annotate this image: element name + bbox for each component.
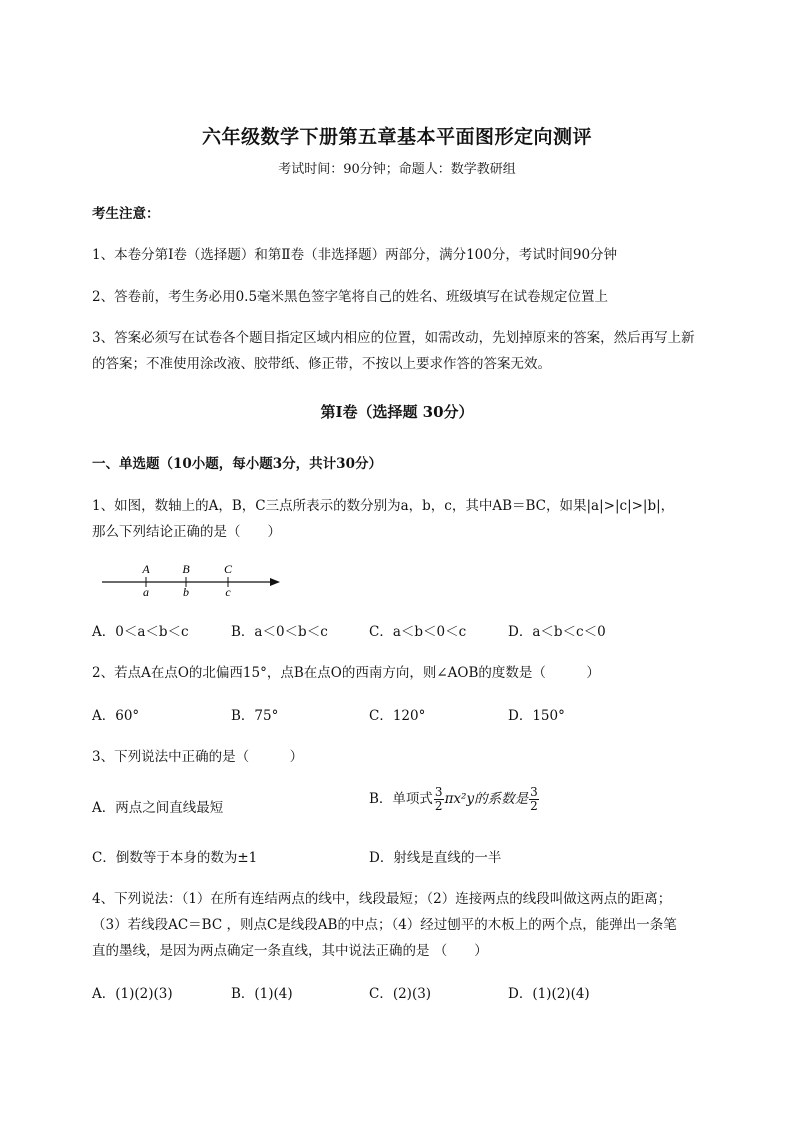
page-subtitle: 考试时间：90分钟；命题人：数学教研组 — [278, 162, 516, 177]
fraction: $\frac{3}{2}$ — [434, 785, 443, 813]
option-a[interactable]: A．两点之间直线最短 — [92, 800, 224, 816]
question-1-text: 1、如图，数轴上的A，B，C三点所表示的数分别为a，b，c，其中AB＝BC，如果|a|>|c|>|b|， — [92, 498, 675, 514]
option-c[interactable]: C．120° — [369, 708, 426, 724]
option-a[interactable]: A．60° — [92, 708, 140, 724]
question-4-text-cont: 直的墨线，是因为两点确定一条直线，其中说法正确的是 （ ） — [92, 943, 488, 959]
option-b-middle: πx²y的系数是 — [444, 791, 529, 807]
question-1-text-cont: 那么下列结论正确的是（ ） — [92, 524, 281, 540]
option-b-prefix: B．单项式 — [369, 791, 433, 807]
option-a[interactable]: A．0＜a＜b＜c — [92, 624, 189, 640]
section-title: 第I卷（选择题 30分） — [320, 403, 474, 421]
question-4-text-cont: （3）若线段AC＝BC ，则点C是线段AB的中点；（4）经过刨平的木板上的两个点，能弹出一条笔 — [92, 917, 677, 933]
point-label-a: A — [142, 562, 150, 576]
point-label-b: B — [182, 562, 190, 576]
arrow-head-icon — [270, 578, 280, 586]
part-heading: 一、单选题（10小题，每小题3分，共计30分） — [92, 456, 382, 472]
option-b[interactable]: B．a＜0＜b＜c — [231, 624, 328, 640]
value-label-a: a — [143, 585, 149, 599]
point-label-c: C — [223, 562, 233, 576]
option-d[interactable]: D．(1)(2)(4) — [508, 986, 590, 1002]
question-4-text: 4、下列说法：（1）在所有连结两点的线中，线段最短；（2）连接两点的线段叫做这两点的距离； — [92, 891, 672, 907]
question-2-text: 2、若点A在点O的北偏西15°，点B在点O的西南方向，则∠AOB的度数是（ ） — [92, 665, 600, 681]
question-3-text: 3、下列说法中正确的是（ ） — [92, 749, 304, 765]
notice-heading: 考生注意： — [92, 206, 160, 222]
option-b[interactable]: B．(1)(4) — [231, 986, 293, 1002]
notice-item: 2、答卷前，考生务必用0.5毫米黑色签字笔将自己的姓名、班级填写在试卷规定位置上 — [92, 289, 609, 305]
notice-item: 3、答案必须写在试卷各个题目指定区域内相应的位置，如需改动，先划掉原来的答案，然后再写上新 — [92, 330, 695, 346]
option-c[interactable]: C．a＜b＜0＜c — [369, 624, 467, 640]
option-a[interactable]: A．(1)(2)(3) — [92, 986, 173, 1002]
value-label-c: c — [225, 585, 231, 599]
option-c[interactable]: C．倒数等于本身的数为±1 — [92, 850, 258, 866]
option-d[interactable]: D．a＜b＜c＜0 — [508, 624, 606, 640]
option-d[interactable]: D．150° — [508, 708, 565, 724]
option-b[interactable] — [369, 786, 540, 813]
value-label-b: b — [183, 585, 189, 599]
option-c[interactable]: C．(2)(3) — [369, 986, 432, 1002]
fraction: $\frac{3}{2}$ — [530, 785, 538, 813]
notice-item: 的答案；不准使用涂改液、胶带纸、修正带，不按以上要求作答的答案无效。 — [92, 356, 551, 372]
notice-item: 1、本卷分第I卷（选择题）和第Ⅱ卷（非选择题）两部分，满分100分，考试时间90分钟 — [92, 247, 618, 263]
option-d[interactable]: D．射线是直线的一半 — [369, 850, 502, 866]
page-title: 六年级数学下册第五章基本平面图形定向测评 — [201, 126, 592, 148]
option-b[interactable]: B．75° — [231, 708, 279, 724]
number-line-figure — [96, 560, 286, 600]
